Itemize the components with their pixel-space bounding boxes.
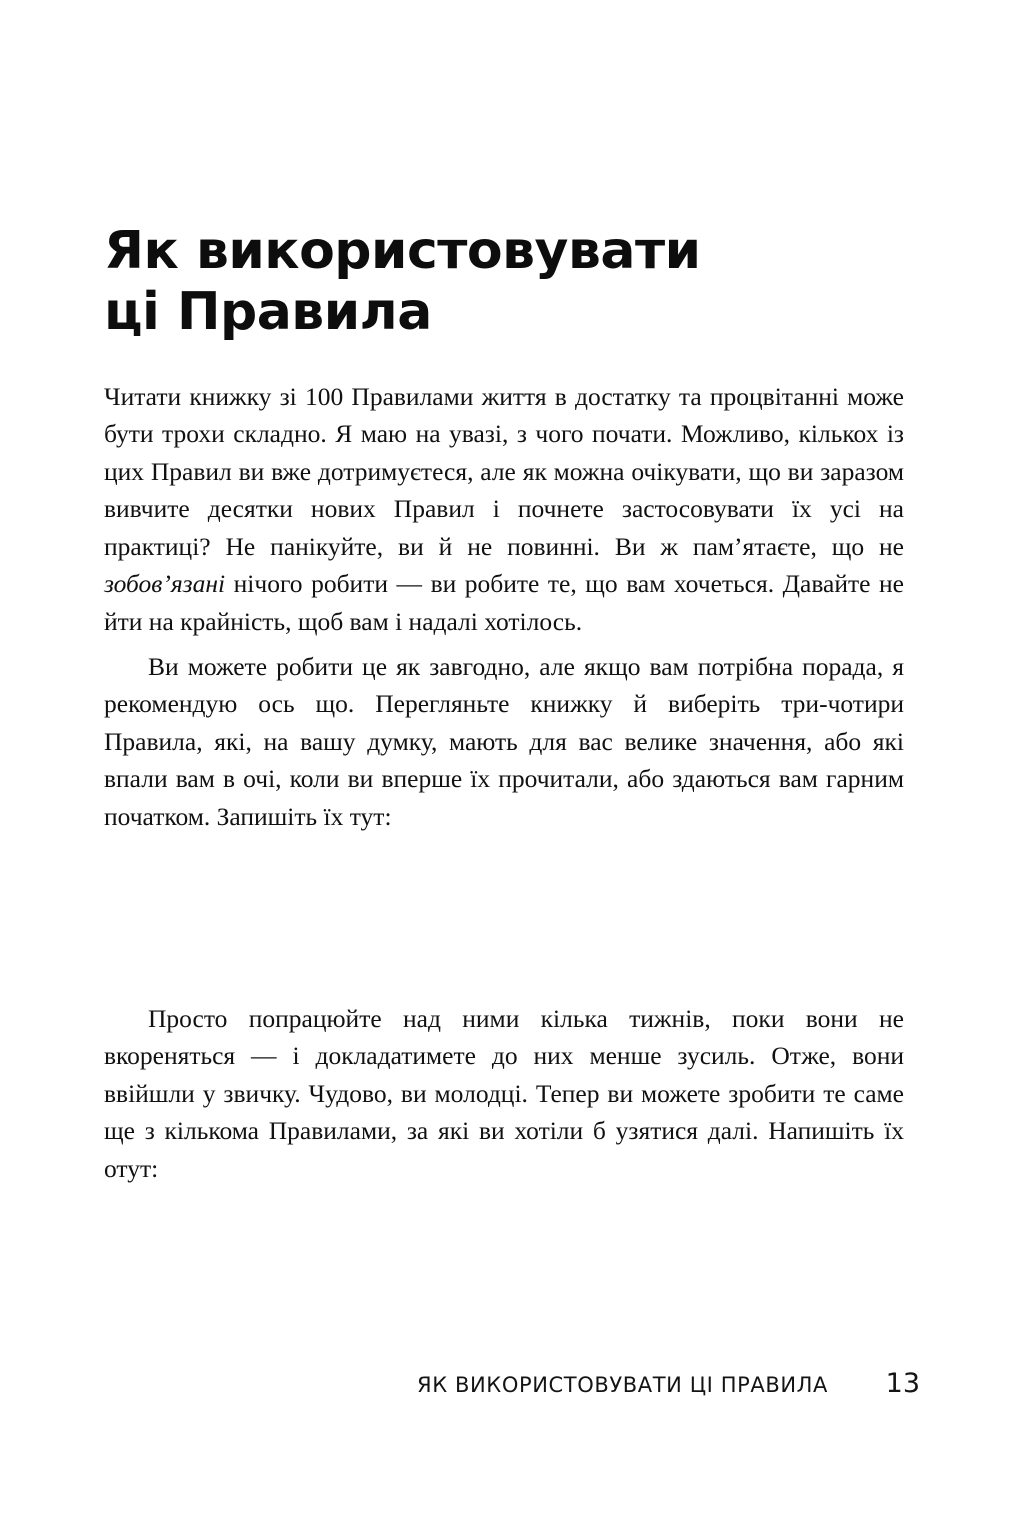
paragraph-3 xyxy=(104,1000,904,1187)
paragraph-3-text: Просто попрацюйте над ними кілька тижнів, поки вони не вкореняться — і докладатимете до них менше зусиль. Отже, вони ввійшли у звичку. Чудово, ви молодці. Тепер ви можете зробити те саме ще з кількома Правилами, за які ви хотіли б узятися далі. Напишіть їх отут: xyxy=(104,1004,904,1183)
paragraph-1 xyxy=(104,378,904,640)
paragraph-1-run-1: Читати книжку зі 100 Правилами життя в достатку та процвітанні може бути трохи складно. Я маю на увазі, з чого почати. Можливо, кількох із цих Правил ви вже дотримуєтеся, але як можна очікувати, що ви заразом вивчите десятки нових Правил і почнете застосовувати їх усі на практиці? Не панікуйте, ви й не повинні. Ви ж пам’ятаєте, що не xyxy=(104,382,904,561)
writing-space-first xyxy=(104,840,904,990)
chapter-title-line-1: Як використовувати xyxy=(104,220,701,281)
page-footer xyxy=(104,1368,920,1399)
paragraph-1-run-3: нічого робити — ви робите те, що вам хочеться. Давайте не йти на крайність, щоб вам і надалі хотілось. xyxy=(104,569,904,636)
page-content xyxy=(104,0,920,1518)
page-title xyxy=(104,221,884,343)
chapter-title-line-2: ці Правила xyxy=(104,281,432,342)
paragraph-2-text: Ви можете робити це як завгодно, але якщо вам потрібна порада, я рекомендую ось що. Перегляньте книжку й виберіть три-чотири Правила, які, на вашу думку, мають для вас велике значення, або які впали вам в очі, коли ви вперше їх прочитали, або здаються вам гарним початком. Запишіть їх тут: xyxy=(104,652,904,831)
writing-space-second xyxy=(104,1190,904,1340)
running-title: ЯК ВИКОРИСТОВУВАТИ ЦІ ПРАВИЛА xyxy=(417,1373,828,1397)
page-number: 13 xyxy=(885,1368,920,1399)
paragraph-2 xyxy=(104,648,904,835)
paragraph-1-emphasis: зобов’язані xyxy=(104,569,226,599)
paragraph-1-text xyxy=(104,378,904,640)
